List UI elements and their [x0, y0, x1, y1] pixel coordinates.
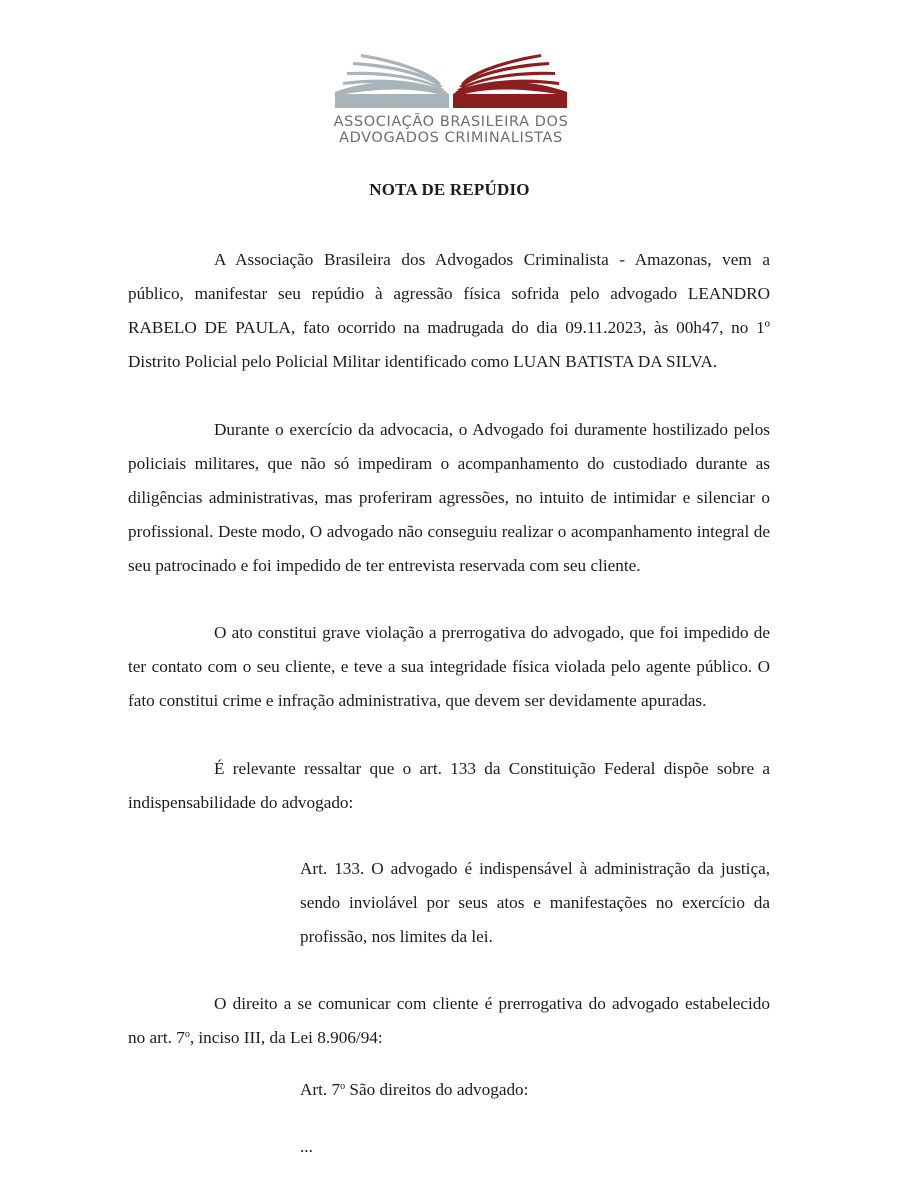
- paragraph-3: [128, 616, 770, 718]
- quote-art-7-text-1: Art. 7: [300, 1080, 341, 1099]
- logo-line-1: ASSOCIAÇÃO BRASILEIRA DOS: [333, 114, 569, 130]
- logo-line-2: ADVOGADOS CRIMINALISTAS: [339, 130, 563, 146]
- paragraph-4: [128, 752, 770, 820]
- open-book-wings-icon: [333, 52, 569, 112]
- quote-art-7: [300, 1073, 770, 1107]
- paragraph-5-text-1: O direito a se comunicar com cliente é prerrogativa do advogado estabelecido no art. 7: [128, 994, 770, 1047]
- ordinal-superscript: o: [340, 1081, 346, 1092]
- ordinal-superscript: o: [184, 1029, 190, 1040]
- paragraph-5: [128, 987, 770, 1055]
- quote-art-7-text-2: São direitos do advogado:: [345, 1080, 529, 1099]
- paragraph-2: [128, 413, 770, 583]
- logo-text: [333, 114, 569, 146]
- paragraph-3-text: O ato constitui grave violação a prerrogativa do advogado, que foi impedido de ter contato com o seu cliente, e teve a sua integridade física violada pelo agente público. O fato constitui crime e infração administrativa, que devem ser devidamente apuradas.: [128, 623, 770, 710]
- association-logo: [333, 52, 569, 152]
- paragraph-2-text: Durante o exercício da advocacia, o Advogado foi duramente hostilizado pelos policiais militares, que não só impediram o acompanhamento do custodiado durante as diligências administrativas, mas proferiram agressões, no intuito de intimidar e silenciar o profissional. Deste modo, O advogado não conseguiu realizar o acompanhamento integral de seu patrocinado e foi impedido de ter entrevista reservada com seu cliente.: [128, 420, 770, 575]
- page-title: NOTA DE REPÚDIO: [369, 180, 530, 199]
- paragraph-4-text: É relevante ressaltar que o art. 133 da Constituição Federal dispõe sobre a indispensabilidade do advogado:: [128, 759, 770, 812]
- paragraph-5-text-2: , inciso III, da Lei 8.906/94:: [189, 1028, 383, 1047]
- ellipsis: ...: [300, 1137, 313, 1156]
- paragraph-1: [128, 243, 770, 379]
- paragraph-1-text: A Associação Brasileira dos Advogados Criminalista - Amazonas, vem a público, manifestar seu repúdio à agressão física sofrida pelo advogado LEANDRO RABELO DE PAULA, fato ocorrido na madrugada do dia 09.11.2023, às 00h47, no 1º Distrito Policial pelo Policial Militar identificado como LUAN BATISTA DA SILVA.: [128, 250, 770, 371]
- quote-art-133: Art. 133. O advogado é indispensável à administração da justiça, sendo inviolável por seus atos e manifestações no exercício da profissão, nos limites da lei.: [300, 859, 770, 946]
